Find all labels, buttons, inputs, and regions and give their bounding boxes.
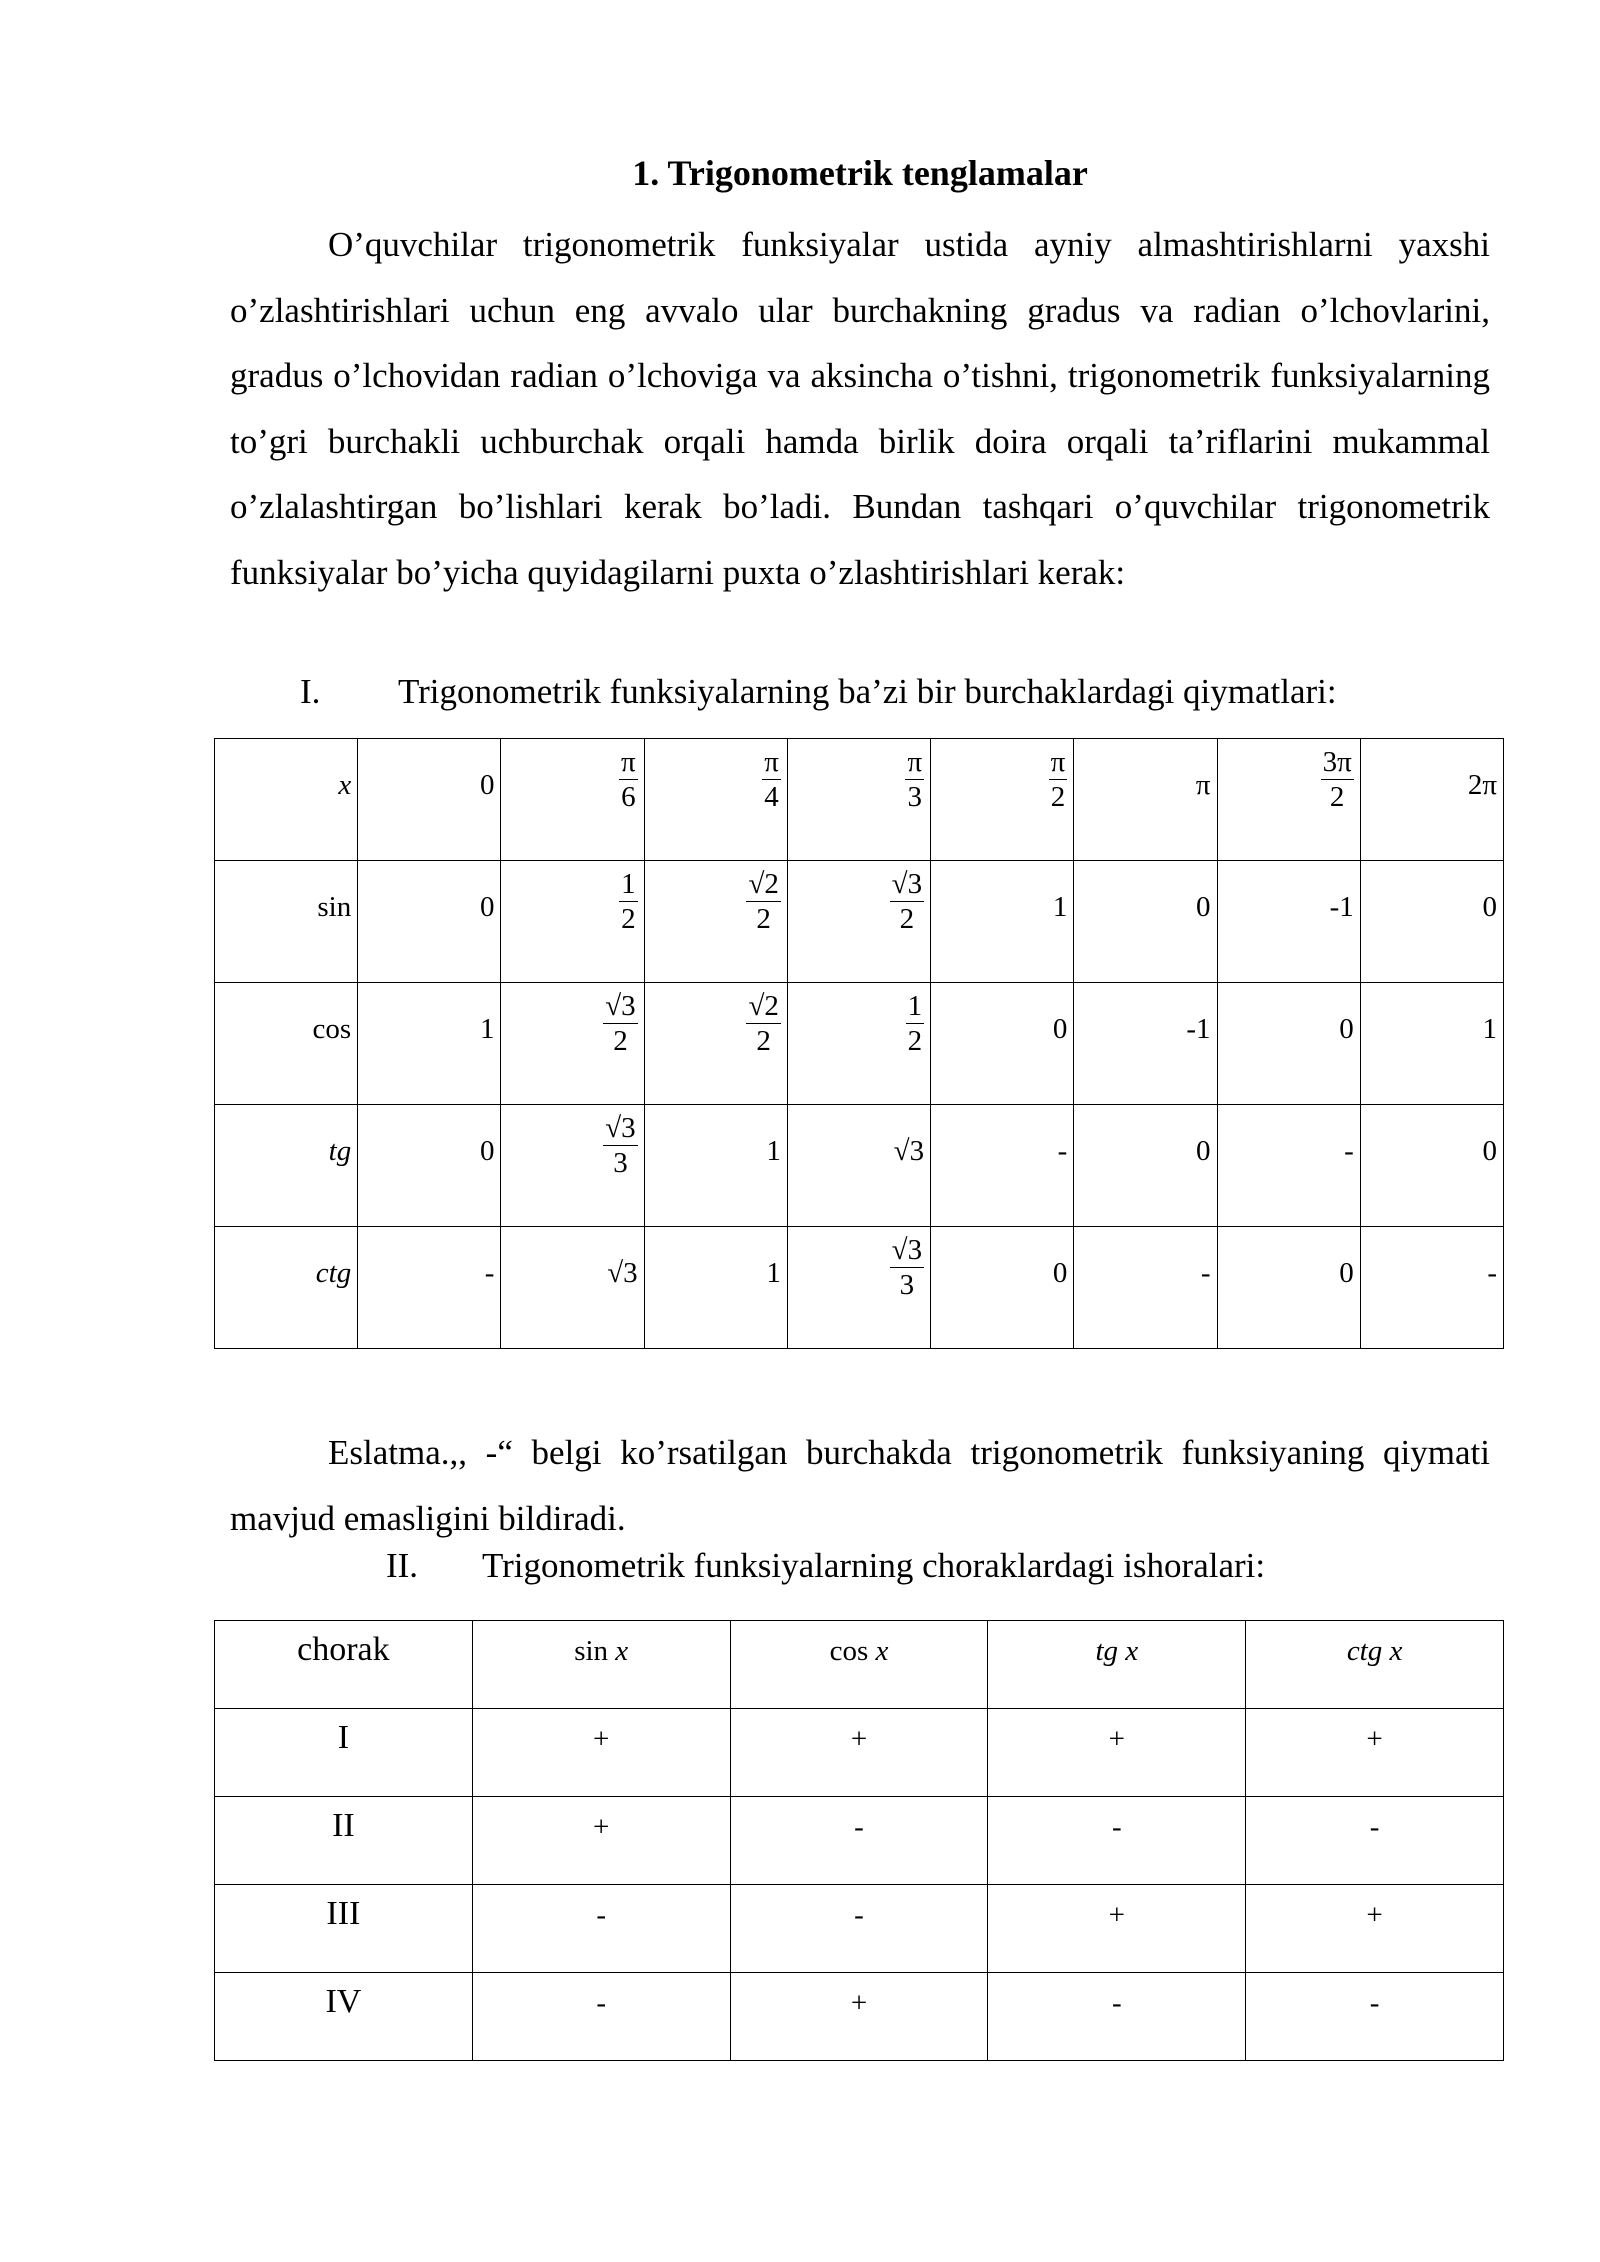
row-label-cell [215, 739, 358, 861]
sign-value: - [1369, 1811, 1380, 1843]
value-cell [1360, 1105, 1503, 1227]
sign-cell [988, 1797, 1246, 1885]
section-two-text: Trigonometrik funksiyalarning choraklardagi ishoralari: [482, 1546, 1266, 1585]
values-row [215, 983, 1504, 1105]
value-cell-content [501, 1105, 637, 1180]
sign-cell [988, 1709, 1246, 1797]
fraction [746, 867, 780, 936]
sign-value: + [593, 1723, 610, 1755]
sign-value: + [1108, 1899, 1125, 1931]
fraction-denominator: 3 [907, 781, 923, 813]
signs-row [215, 1797, 1504, 1885]
section-one-heading [300, 672, 1337, 712]
value-cell [1217, 1227, 1360, 1349]
sign-value: + [593, 1811, 610, 1843]
value-cell [501, 1105, 644, 1227]
section-one-number: I. [300, 672, 321, 711]
row-label: sin [317, 891, 352, 923]
value-text: -1 [1329, 891, 1354, 923]
quadrant-cell [215, 1885, 473, 1973]
value-cell [1074, 983, 1217, 1105]
sign-value: + [850, 1723, 868, 1755]
value-cell-content [1361, 739, 1497, 803]
fraction-denominator: 2 [1050, 781, 1066, 813]
value-cell-content [1218, 983, 1354, 1047]
sign-value: - [854, 1899, 864, 1931]
fraction-numerator: √3 [891, 868, 923, 900]
fraction [746, 989, 780, 1058]
value-text: - [484, 1257, 495, 1289]
value-cell [931, 983, 1074, 1105]
fraction [603, 1111, 637, 1180]
fraction [906, 989, 925, 1058]
sign-cell [472, 1709, 730, 1797]
fraction-numerator: √2 [748, 868, 779, 900]
signs-header-cell [215, 1621, 473, 1709]
function-name: tg [1095, 1635, 1118, 1667]
value-text: 1 [766, 1135, 781, 1167]
intro-paragraph: O’quvchilar trigonometrik funksiyalar ustida ayniy almashtirishlarni yaxshi o’zlashtirishlari uchun eng avvalo ular burchakning gradus va radian o’lchovlarini, gradus o’lchovidan radian o’lchoviga va aksincha o’tishni, trigonometrik funksiyalarning to’gri burchakli uchburchak orqali hamda birlik doira orqali ta’riflarini mukammal o’zlalashtirgan bo’lishlari kerak bo’ladi. Bundan tashqari o’quvchilar trigonometrik funksiyalar bo’yicha quyidagilarni puxta o’zlashtirishlari kerak: [230, 225, 1490, 592]
sign-value: - [1111, 1811, 1122, 1843]
signs-table [214, 1620, 1504, 2061]
sign-value: + [1366, 1723, 1383, 1755]
signs-header-cell [730, 1621, 988, 1709]
sign-cell [1246, 1885, 1504, 1973]
sign-cell [730, 1797, 988, 1885]
value-cell-content [358, 861, 494, 925]
value-text: -1 [1186, 1013, 1211, 1045]
value-cell-content [788, 861, 924, 936]
fraction-denominator: 3 [613, 1147, 628, 1179]
sign-value: - [854, 1811, 864, 1843]
value-cell [358, 1227, 501, 1349]
signs-header-content [215, 1621, 472, 1669]
value-cell [931, 739, 1074, 861]
signs-row [215, 1885, 1504, 1973]
fraction-denominator: 2 [756, 1025, 771, 1057]
value-cell-content [358, 983, 494, 1047]
row-label-cell [215, 1227, 358, 1349]
value-cell [644, 1105, 787, 1227]
value-cell [1074, 1227, 1217, 1349]
value-cell-content [1218, 739, 1354, 814]
row-label: x [338, 769, 352, 801]
fraction-denominator: 2 [907, 1025, 923, 1057]
value-text: 0 [1482, 1135, 1497, 1167]
value-cell [1360, 739, 1503, 861]
signs-row [215, 1709, 1504, 1797]
fraction [762, 745, 781, 814]
sign-value: + [1108, 1723, 1125, 1755]
value-cell [787, 983, 930, 1105]
value-text: 2π [1467, 769, 1497, 801]
value-cell-content [931, 1227, 1067, 1291]
value-cell [644, 861, 787, 983]
value-cell-content [931, 983, 1067, 1047]
value-cell [787, 1105, 930, 1227]
value-text: - [1487, 1257, 1497, 1289]
sign-cell [730, 1885, 988, 1973]
value-cell [501, 739, 644, 861]
value-cell-content [1074, 983, 1210, 1047]
value-text: π [1195, 769, 1211, 801]
value-cell [787, 861, 930, 983]
fraction [619, 867, 638, 936]
sign-cell [988, 1885, 1246, 1973]
value-cell-content [501, 861, 637, 936]
value-cell [358, 861, 501, 983]
value-cell [1217, 983, 1360, 1105]
value-cell-content [645, 983, 781, 1058]
value-text: 0 [1339, 1013, 1354, 1045]
value-cell [1217, 861, 1360, 983]
value-cell-content [1218, 1105, 1354, 1169]
value-cell-content [931, 739, 1067, 814]
value-cell-content [501, 983, 637, 1058]
value-text: 1 [766, 1257, 781, 1289]
value-cell-content [501, 1227, 637, 1291]
signs-header-content [473, 1621, 730, 1668]
values-row [215, 739, 1504, 861]
value-cell-content [358, 739, 494, 803]
quadrant-label: II [332, 1807, 355, 1844]
fraction [905, 745, 924, 814]
value-cell [1360, 983, 1503, 1105]
fraction-denominator: 2 [756, 903, 771, 935]
value-text: - [1200, 1257, 1211, 1289]
value-cell-content [645, 861, 781, 936]
value-cell-content [1218, 861, 1354, 925]
value-text: - [1057, 1135, 1068, 1167]
row-label-cell [215, 1105, 358, 1227]
value-cell-content [1218, 1227, 1354, 1291]
value-cell-content [1361, 861, 1497, 925]
value-cell [1217, 739, 1360, 861]
signs-header-cell [988, 1621, 1246, 1709]
fraction-denominator: 2 [613, 1025, 628, 1057]
value-cell-content [931, 1105, 1067, 1169]
sign-cell [1246, 1973, 1504, 2061]
value-text: 0 [1052, 1013, 1068, 1045]
signs-header-content [988, 1621, 1245, 1668]
row-label: tg [328, 1135, 352, 1167]
page-title: 1. Trigonometrik tenglamalar [632, 153, 1088, 193]
fraction-denominator: 4 [764, 781, 779, 813]
row-label: cos [312, 1013, 352, 1045]
value-cell-content [1361, 1105, 1497, 1169]
sign-cell [472, 1797, 730, 1885]
value-cell-content [501, 739, 637, 814]
value-cell [501, 861, 644, 983]
quadrant-cell [215, 1797, 473, 1885]
value-cell-content [788, 1105, 924, 1169]
fraction [890, 867, 924, 936]
sign-value: - [596, 1987, 607, 2019]
value-cell-content [1074, 1227, 1210, 1291]
fraction-numerator: √2 [748, 990, 779, 1022]
value-cell [501, 983, 644, 1105]
fraction [619, 745, 638, 814]
quadrant-label: I [337, 1719, 350, 1756]
value-cell-content [645, 1227, 781, 1291]
fraction-denominator: 2 [1329, 781, 1345, 813]
fraction-numerator: 3π [1322, 746, 1352, 778]
value-cell-content [788, 739, 924, 814]
value-cell [358, 1105, 501, 1227]
value-cell [358, 739, 501, 861]
function-variable: x [1389, 1635, 1403, 1667]
header-label: chorak [297, 1631, 390, 1668]
sign-value: - [596, 1899, 607, 1931]
fraction-denominator: 3 [899, 1269, 915, 1301]
function-name: sin [574, 1635, 609, 1667]
value-cell [1360, 1227, 1503, 1349]
sign-cell [730, 1709, 988, 1797]
row-label-cell [215, 861, 358, 983]
section-one-text: Trigonometrik funksiyalarning ba’zi bir burchaklardagi qiymatlari: [398, 672, 1337, 711]
sign-cell [1246, 1709, 1504, 1797]
fraction-denominator: 6 [621, 781, 636, 813]
signs-row [215, 1973, 1504, 2061]
fraction [1049, 745, 1068, 814]
value-cell-content [358, 1105, 494, 1169]
row-label-cell [215, 983, 358, 1105]
value-cell [787, 1227, 930, 1349]
value-cell-content [1361, 983, 1497, 1047]
sign-value: - [1111, 1987, 1122, 2019]
value-cell [358, 983, 501, 1105]
fraction-numerator: 1 [907, 990, 923, 1022]
value-text: 0 [479, 891, 495, 923]
value-cell-content [1074, 739, 1210, 803]
sign-cell [1246, 1797, 1504, 1885]
value-cell-content [788, 983, 924, 1058]
signs-header-row [215, 1621, 1504, 1709]
quadrant-cell [215, 1709, 473, 1797]
fraction-numerator: π [1050, 746, 1066, 778]
function-variable: x [1125, 1635, 1139, 1667]
function-variable: x [615, 1635, 629, 1667]
value-cell-content [645, 739, 781, 814]
value-text: 0 [1196, 891, 1211, 923]
values-row [215, 1227, 1504, 1349]
value-text: 1 [479, 1013, 495, 1045]
function-name: cos [829, 1635, 869, 1667]
section-two-number: II. [386, 1546, 419, 1585]
fraction [603, 989, 637, 1058]
value-text: 1 [1482, 1013, 1497, 1045]
value-cell [644, 983, 787, 1105]
signs-header-cell [472, 1621, 730, 1709]
sign-value: + [850, 1987, 868, 2019]
fraction-numerator: π [621, 746, 636, 778]
sign-cell [988, 1973, 1246, 2061]
value-text: 0 [1052, 1257, 1068, 1289]
value-cell-content [788, 1227, 924, 1302]
fraction-numerator: π [907, 746, 923, 778]
fraction-denominator: 2 [621, 903, 636, 935]
value-cell [931, 1105, 1074, 1227]
value-cell [644, 1227, 787, 1349]
quadrant-label: IV [325, 1983, 362, 2020]
fraction [1321, 745, 1354, 814]
value-cell-content [1361, 1227, 1497, 1291]
quadrant-cell [215, 1973, 473, 2061]
signs-header-content [1246, 1621, 1503, 1668]
signs-header-content [731, 1621, 988, 1668]
value-cell-content [1074, 1105, 1210, 1169]
row-label: ctg [315, 1257, 352, 1289]
value-cell-content [1074, 861, 1210, 925]
fraction-numerator: 1 [621, 868, 636, 900]
value-cell-content [931, 861, 1067, 925]
value-text: 0 [1482, 891, 1497, 923]
fraction-numerator: π [764, 746, 779, 778]
fraction-numerator: √3 [891, 1234, 923, 1266]
value-cell [931, 1227, 1074, 1349]
value-cell [931, 861, 1074, 983]
note-paragraph: Eslatma.,, -“ belgi ko’rsatilgan burchakda trigonometrik funksiyaning qiymati mavjud emasligini bildiradi. [230, 1433, 1490, 1538]
value-cell [501, 1227, 644, 1349]
sign-cell [472, 1885, 730, 1973]
value-text: - [1344, 1135, 1354, 1167]
value-cell [1074, 861, 1217, 983]
function-name: ctg [1346, 1635, 1383, 1667]
value-text: 0 [1339, 1257, 1354, 1289]
section-two-heading [386, 1546, 1265, 1586]
value-cell [1074, 739, 1217, 861]
quadrant-label: III [326, 1895, 361, 1932]
value-text: 1 [1052, 891, 1068, 923]
value-cell [1360, 861, 1503, 983]
values-row [215, 861, 1504, 983]
value-text: 0 [479, 1135, 495, 1167]
value-text: √3 [607, 1257, 638, 1289]
fraction-denominator: 2 [899, 903, 915, 935]
value-cell [644, 739, 787, 861]
values-table [214, 738, 1504, 1349]
fraction-numerator: √3 [605, 1112, 636, 1144]
value-cell [1217, 1105, 1360, 1227]
value-cell [1074, 1105, 1217, 1227]
fraction [890, 1233, 924, 1302]
value-cell-content [358, 1227, 494, 1291]
sign-value: - [1369, 1987, 1380, 2019]
function-variable: x [875, 1635, 889, 1667]
value-cell [787, 739, 930, 861]
value-text: 0 [1196, 1135, 1211, 1167]
signs-header-cell [1246, 1621, 1504, 1709]
fraction-numerator: √3 [605, 990, 636, 1022]
value-text: √3 [893, 1135, 925, 1167]
sign-value: + [1366, 1899, 1383, 1931]
sign-cell [730, 1973, 988, 2061]
sign-cell [472, 1973, 730, 2061]
value-text: 0 [479, 769, 495, 801]
values-row [215, 1105, 1504, 1227]
value-cell-content [645, 1105, 781, 1169]
